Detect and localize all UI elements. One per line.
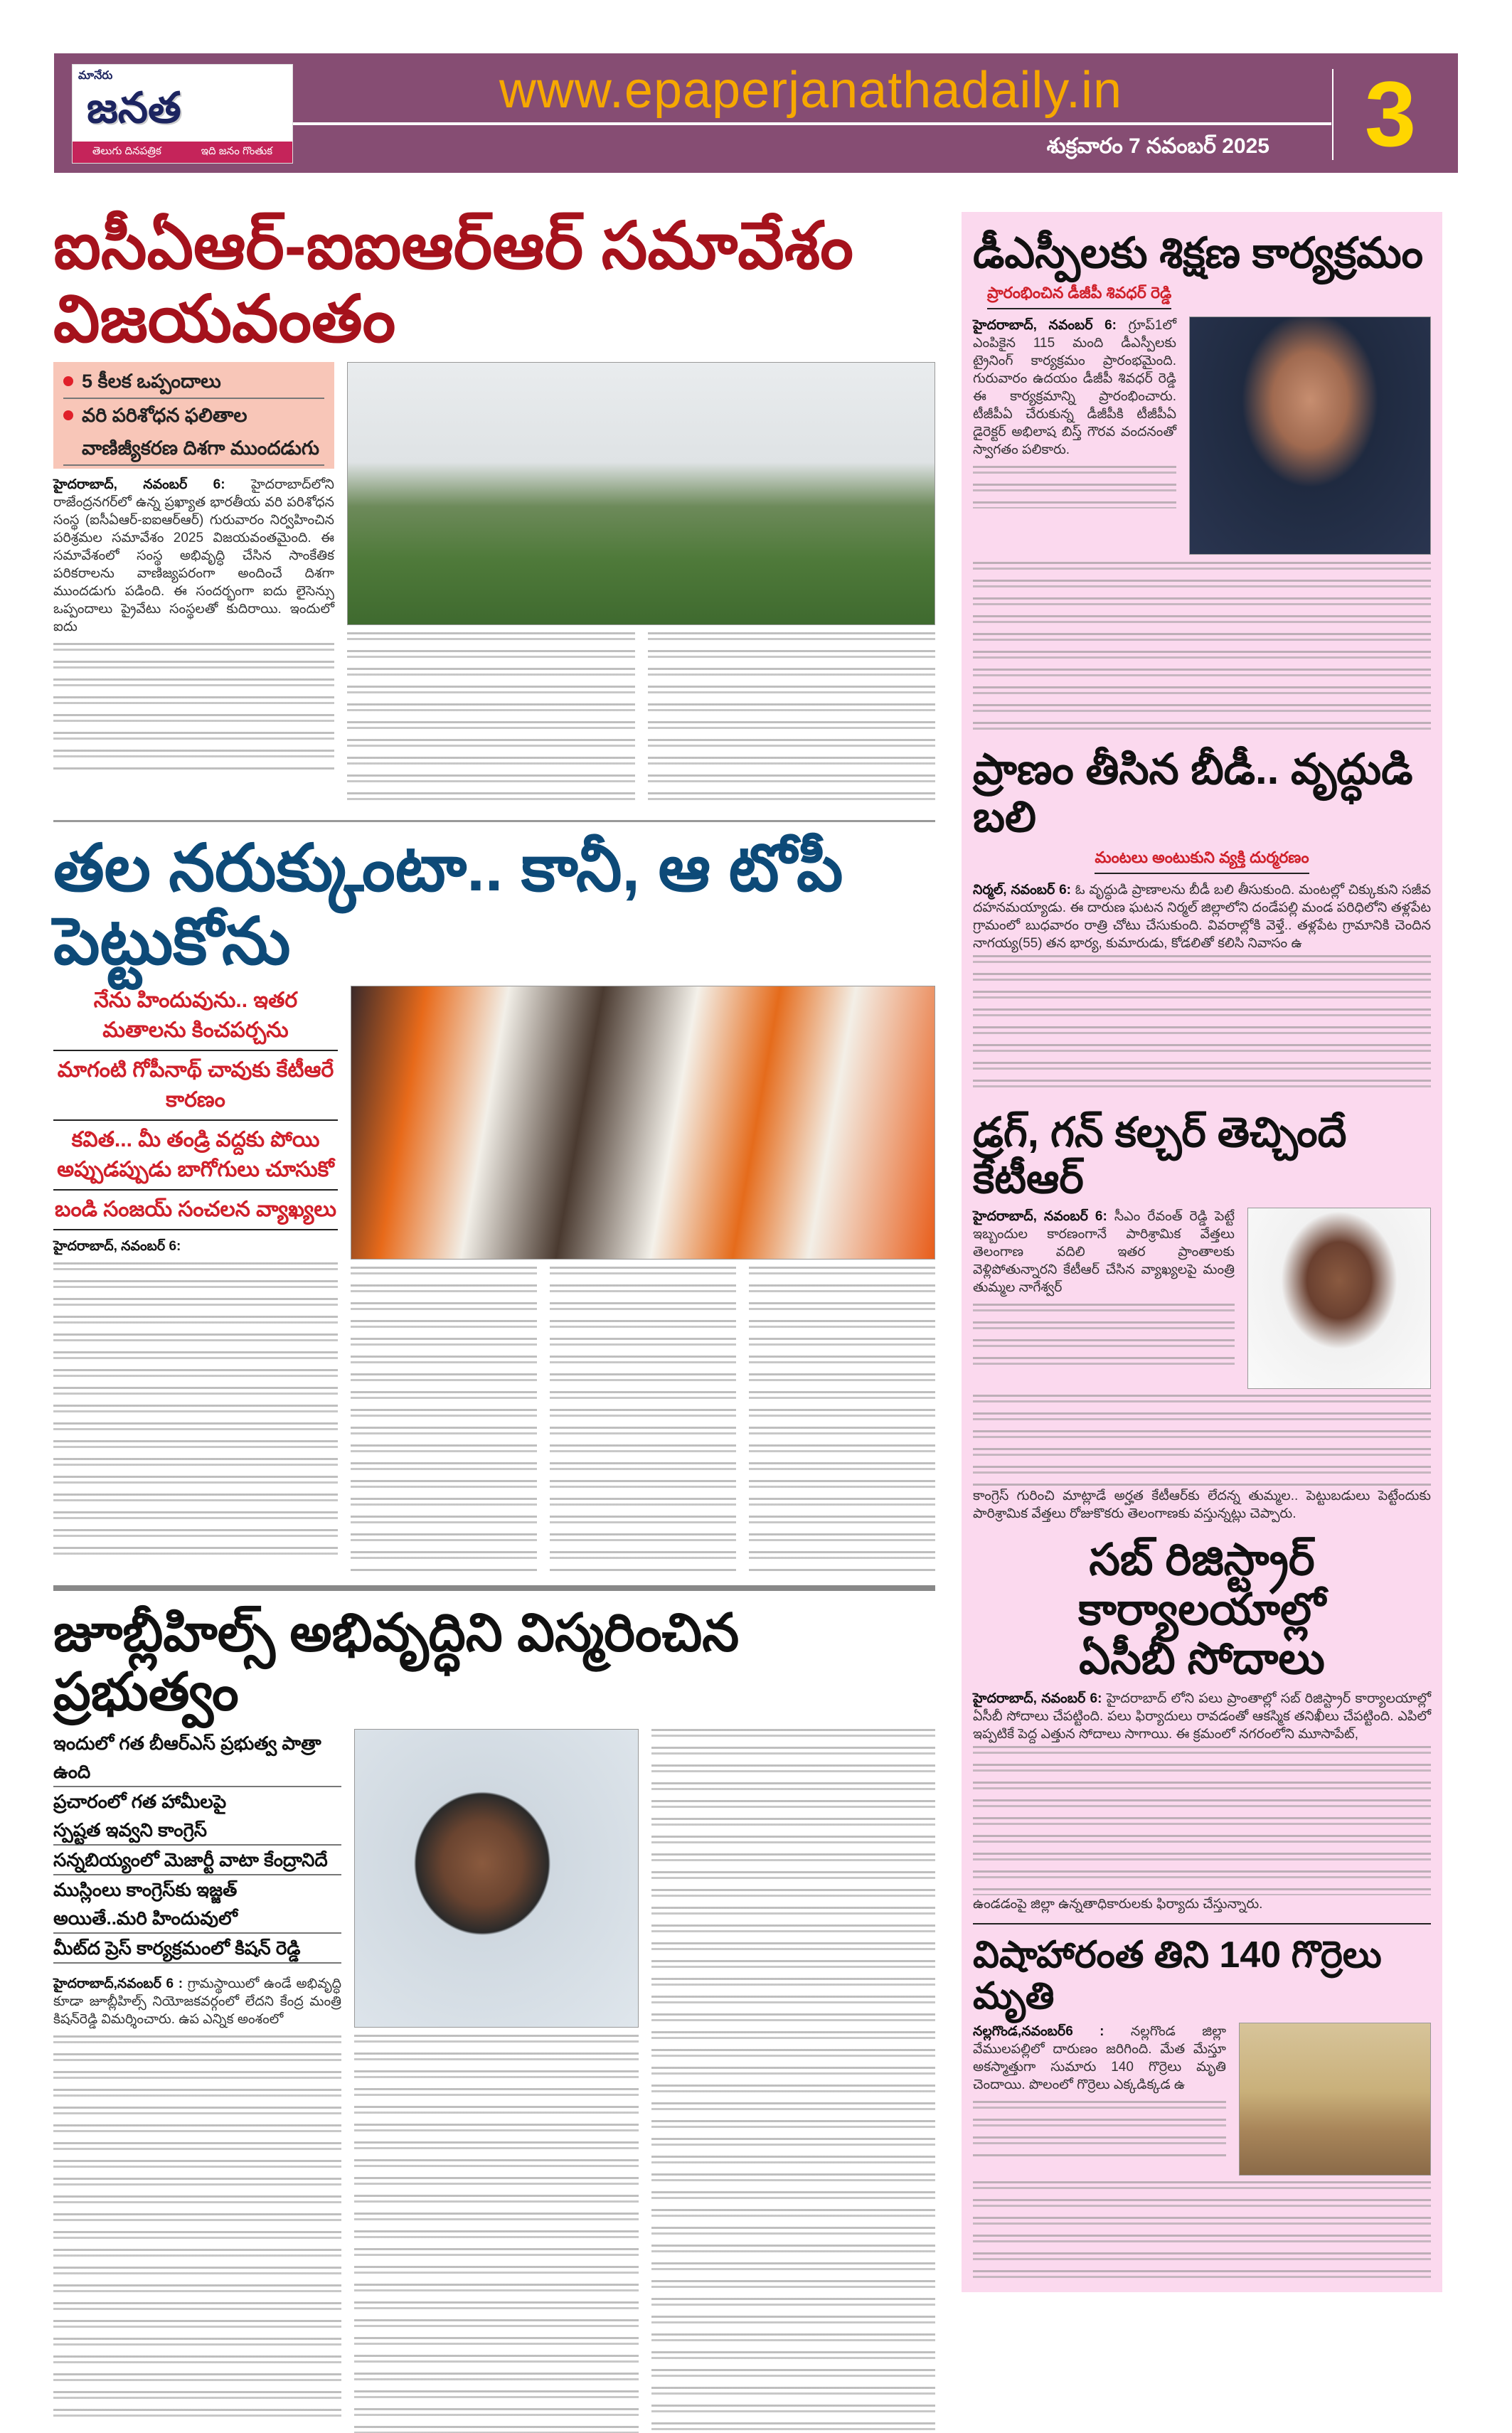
body-text: గ్రూప్‌1లో ఎంపికైన 115 మంది డీఎస్పీలకు ట్రైనింగ్ కార్యక్రమం ప్రారంభమైంది. గురువారం ఉదయం డీజీపీ శివధర్ రెడ్డి ఈ కార్యక్రమాన్ని ప్రారంభించారు. టీజీపీఏ చేరుకున్న డీజీపీకి టీజీపీఏ డైరెక్టర్ అభిలాష బిస్త్ గౌరవ వందనంతో స్వాగతం పలికారు.	[973, 318, 1177, 458]
janatha-logo	[72, 64, 293, 164]
masthead-divider	[293, 122, 1331, 125]
icar-bullet	[63, 365, 324, 399]
dsp-subhead: ప్రారంభించిన డీజీపీ శివధర్ రెడ్డి	[987, 282, 1171, 309]
bidi-body-text	[973, 955, 1431, 1097]
dateline: నిర్మల్, నవంబర్ 6:	[973, 882, 1071, 898]
bullet-icon	[63, 410, 73, 420]
subhead: కవిత... మీ తండ్రి వద్దకు పోయి అప్పుడప్పుడు బాగోగులు చూసుకో	[53, 1121, 338, 1191]
bullet-icon	[63, 376, 73, 386]
ktr-body-text	[973, 1304, 1235, 1368]
kishan-body-text	[651, 1729, 935, 2433]
icar-headline: ఐసీఏఆర్-ఐఐఆర్ఆర్ సమావేశం విజయవంతం	[53, 210, 853, 356]
ktr-lead	[973, 1208, 1235, 1297]
acb-lead	[973, 1690, 1431, 1743]
ktr-headline: డ్రగ్, గన్ కల్చర్ తెచ్చిందే కేటీఆర్	[973, 1109, 1347, 1202]
dateline: హైదరాబాద్, నవంబర్ 6:	[973, 318, 1117, 334]
kishan-lead	[53, 1975, 341, 2028]
dateline: హైదరాబాద్, నవంబర్ 6:	[973, 1209, 1107, 1225]
acb-headline-line1: సబ్ రిజిస్ట్రార్ కార్యాలయాల్లో	[1078, 1535, 1326, 1634]
bandi-body-text	[749, 1267, 935, 1572]
subhead: అయితే..మరి హిందువులో	[53, 1904, 341, 1934]
bullet-text: వరి పరిశోధన ఫలితాల	[82, 405, 247, 427]
acb-article	[973, 1535, 1431, 1912]
ktr-body-text	[973, 1395, 1431, 1487]
ktr-tail: కాంగ్రెస్ గురించి మాట్లాడే అర్హత కేటీఆర్‌కు లేదన్న తుమ్మల.. పెట్టుబడులు పెట్టేందుకు పారిశ్రామిక వేత్తలు రోజుకొకరు తెలంగాణకు వస్తున్నట్లు చెప్పారు.	[973, 1489, 1431, 1522]
sheep-article	[973, 1934, 1431, 2281]
logo-tag-left: తెలుగు దినపత్రిక	[92, 144, 161, 157]
bidi-article	[973, 745, 1431, 1097]
sheep-headline: విషాహారంత తిని 140 గొర్రెలు మృతి	[973, 1934, 1382, 2018]
acb-body-text	[973, 1746, 1431, 1895]
icar-highlights-box	[53, 362, 334, 469]
icar-body-text	[648, 632, 936, 810]
logo-top-text: మానేరు	[78, 70, 113, 82]
subhead: ప్రచారంలో గత హామీలపై	[53, 1790, 227, 1812]
section-divider	[53, 820, 935, 822]
kishan-reddy-photo	[354, 1729, 639, 2028]
ktr-article	[973, 1110, 1431, 1523]
issue-date: శుక్రవారం 7 నవంబర్ 2025	[1046, 134, 1269, 158]
acb-headline-line2: ఏసీబీ సోదాలు	[1079, 1634, 1325, 1684]
body-text: సీఎం రేవంత్ రెడ్డి పెట్టే ఇబ్బందుల కారణంగానే పారిశ్రామిక వేత్తలు తెలంగాణ వదిలి ఇతర ప్రాంతాలకు వెళ్లిపోతున్నారని కేటీఆర్ చేసిన వ్యాఖ్యలపై మంత్రి తుమ్మల నాగేశ్వర్	[973, 1209, 1235, 1296]
sheep-body-text	[973, 2101, 1226, 2158]
section-divider	[53, 1585, 935, 1591]
body-text: హైదరాబాద్‌లోని రాజేంద్రనగర్‌లో ఉన్న ప్రఖ్యాత భారతీయ వరి పరిశోధన సంస్థ (ఐసీఏఆర్-ఐఐఆర్ఆర్) గురువారం నిర్వహించిన పరిశ్రమల సమావేశం 2025 విజయవంతమైంది. ఈ సమావేశంలో సంస్థ అభివృద్ధి చేసిన సాంకేతిక పరికరాలను వాణిజ్యపరంగా అందించే దిశగా ముందడుగు పడింది. ఈ సందర్భంగా ఐదు లైసెన్సు ఒప్పందాలు ప్రైవేటు సంస్థలతో కుదిరాయి. ఇందులో ఐదు	[53, 477, 334, 635]
main-news-column	[53, 210, 935, 2433]
sheep-lead	[973, 2023, 1226, 2094]
icar-article	[53, 210, 935, 810]
subhead: సన్నబియ్యంలో మెజార్టీ వాటా కేంద్రానిదే	[53, 1846, 341, 1875]
kishan-article	[53, 1604, 935, 2433]
page-number: 3	[1364, 62, 1417, 166]
bandi-headline: తల నరుక్కుంటా.. కానీ, ఆ టోపీ పెట్టుకోను	[53, 832, 843, 979]
bandi-lead	[53, 1237, 338, 1255]
bullet-text: 5 కీలక ఒప్పందాలు	[82, 371, 221, 393]
bandi-rally-photo	[351, 986, 935, 1260]
dateline: హైదరాబాద్, నవంబర్ 6:	[973, 1691, 1102, 1706]
body-text: గ్రామస్థాయిలో ఉండే అభివృద్ధి కూడా జూబ్లీహిల్స్ నియోజకవర్గంలో లేదని కేంద్ర మంత్రి కిషన్‌రెడ్డి విమర్శించారు. ఉప ఎన్నిక అంశంలో	[53, 1976, 341, 2027]
bullet-text: వాణిజ్యీకరణ దిశగా ముందడుగు	[82, 437, 319, 459]
kishan-body-text	[354, 2035, 639, 2433]
bidi-headline: ప్రాణం తీసిన బీడీ.. వృద్ధుడి బలి	[973, 745, 1413, 841]
bandi-article	[53, 832, 935, 1572]
dsp-article	[973, 229, 1431, 733]
dsp-body-text	[973, 562, 1431, 733]
dateline: నల్లగొండ,నవంబర్6 :	[973, 2024, 1104, 2040]
dgp-photo	[1189, 316, 1431, 555]
dsp-body-text	[973, 466, 1176, 509]
acb-tail: ఉండడంపై జిల్లా ఉన్నతాధికారులకు ఫిర్యాదు చేస్తున్నారు.	[973, 1896, 1263, 1912]
logo-name: జనత	[87, 84, 181, 132]
sheep-body-text	[973, 2181, 1431, 2281]
section-divider	[973, 1923, 1431, 1924]
bidi-lead	[973, 881, 1431, 952]
subhead: ముస్లింలు కాంగ్రెస్‌కు ఇజ్జత్	[53, 1878, 238, 1900]
dateline: హైదరాబాద్, నవంబర్ 6:	[53, 1239, 181, 1255]
district-news-sidebar	[962, 212, 1442, 2292]
bidi-subhead: మంటలు అంటుకుని వ్యక్తి దుర్మరణం	[1095, 847, 1309, 874]
icar-field-photo	[347, 362, 935, 625]
icar-body-text	[347, 632, 635, 810]
body-text: ఓ వృద్ధుడి ప్రాణాలను బీడీ బలి తీసుకుంది. మంటల్లో చిక్కుకుని సజీవ దహనమయ్యాడు. ఈ దారుణ ఘటన నిర్మల్ జిల్లాలోని దండేపల్లి మండ పరిధిలోని తళ్లపేట గ్రామంలో బుధవారం రాత్రి చోటు చేసుకుంది. వివరాల్లోకి వెళ్తే.. తళ్లపేట గ్రామానికి చెందిన నాగయ్య(55) తన భార్య, కుమారుడు, కోడలితో కలిసి నివాసం ఉ	[973, 882, 1432, 951]
subhead: నేను హిందువును.. ఇతర మతాలను కించపర్చను	[53, 986, 338, 1051]
dsp-lead	[973, 316, 1176, 459]
kishan-headline: జూబ్లీహిల్స్ అభివృద్ధిని విస్మరించిన ప్రభుత్వం	[53, 1603, 740, 1721]
bandi-body-text	[351, 1267, 537, 1572]
masthead-vertical-divider	[1332, 69, 1333, 160]
kishan-body-text	[53, 2035, 341, 2419]
icar-lead	[53, 476, 334, 636]
icar-bullet	[63, 399, 324, 432]
subhead: ఇందులో గత బీఆర్ఎస్ ప్రభుత్వ పాత్రా ఉంది	[53, 1729, 341, 1787]
dateline: హైదరాబాద్,నవంబర్ 6 :	[53, 1976, 183, 1991]
logo-tag-right: ఇది జనం గొంతుక	[201, 144, 273, 157]
dsp-headline: డీఎస్పీలకు శిక్షణ కార్యక్రమం	[973, 229, 1424, 277]
subhead: స్పష్టత ఇవ్వని కాంగ్రెస్	[53, 1816, 341, 1846]
dead-sheep-photo	[1239, 2023, 1431, 2176]
logo-tagline	[73, 142, 292, 163]
tummala-photo	[1247, 1208, 1431, 1389]
icar-body-text	[53, 643, 334, 771]
body-text: నల్లగొండ జిల్లా వేములపల్లిలో దారుణం జరిగింది. మేత మేస్తూ అకస్మాత్తుగా సుమారు 140 గొర్రెలు మృతి చెందాయి. పొలంలో గొర్రెలు ఎక్కడిక్కడ ఉ	[973, 2024, 1226, 2093]
subhead: మాగంటి గోపీనాథ్ చావుకు కేటీఆరే కారణం	[53, 1051, 338, 1121]
dateline: హైదరాబాద్, నవంబర్ 6:	[53, 477, 225, 493]
bandi-body-text	[53, 1262, 338, 1561]
bandi-body-text	[550, 1267, 736, 1572]
bandi-subheads	[53, 986, 338, 1230]
kishan-subheads	[53, 1729, 341, 1964]
body-text: హైదరాబాద్ లోని పలు ప్రాంతాల్లో సబ్ రిజిస్ట్రార్ కార్యాలయాల్లో ఏసీబీ సోదాలు చేపట్టింది. పలు ఫిర్యాదులు రావడంతో ఆకస్మిక తనిఖీలు చేపట్టింది. ఎపిలో ఇప్పటికే పెద్ద ఎత్తున సోదాలు సాగాయి. ఈ క్రమంలో నగరంలోని మూసాపేట్,	[973, 1691, 1432, 1742]
icar-bullet	[63, 432, 324, 466]
subhead: మీట్‌ద ప్రెస్ కార్యక్రమంలో కిషన్ రెడ్డి	[53, 1934, 341, 1964]
subhead: బండి సంజయ్ సంచలన వ్యాఖ్యలు	[53, 1191, 338, 1230]
epaper-url[interactable]: www.epaperjanathadaily.in	[499, 62, 1123, 119]
